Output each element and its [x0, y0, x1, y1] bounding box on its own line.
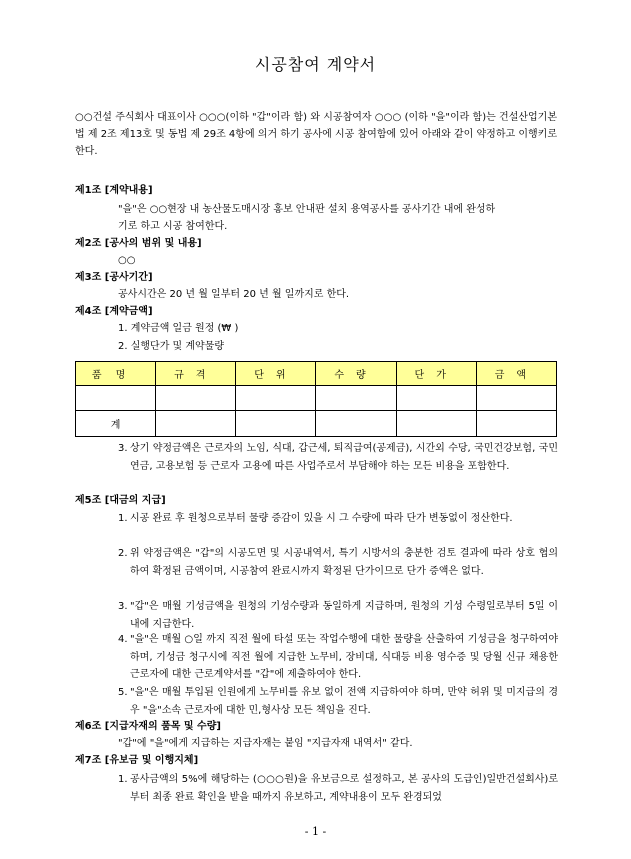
article-7-heading: 제7조 [유보금 및 이행지체] — [75, 755, 199, 766]
article-4-item-2: 2. 실행단가 및 계약물량 — [118, 341, 225, 352]
table-header-row — [76, 362, 557, 386]
item-number: 1. — [118, 774, 128, 785]
table-cell — [76, 386, 156, 411]
article-5-item-5 — [118, 684, 558, 719]
article-6-body: "갑"에 "을"에게 지급하는 지급자재는 붙임 "지급자재 내역서" 같다. — [118, 738, 413, 749]
table-header-spec: 규격 — [156, 362, 236, 386]
article-1-body-line-2: 기로 하고 시공 참여한다. — [118, 221, 228, 232]
table-header-unit: 단위 — [236, 362, 316, 386]
item-text: 공사금액의 5%에 해당하는 (○○○원)을 유보금으로 설정하고, 본 공사의 도급인)일반건설회사)로부터 최종 완료 확인을 받을 때까지 유보하고, 계약내용이 모두 완경되었 — [130, 774, 558, 803]
item-text: "을"은 매월 ○일 까지 직전 월에 타설 또는 작업수행에 대한 물량을 산출하여 기성금을 청구하여야 하며, 기성금 청구시에 직전 월에 지급한 노무비, 장비대, 식대등 비용 영수증 및 당월 신규 채용한 근로자에 대한 근로계약서를 "갑"에 제출하여야 한다. — [130, 634, 558, 680]
article-3-body: 공사시간은 20 년 월 일부터 20 년 월 일까지로 한다. — [118, 289, 350, 300]
article-2-body: ○○ — [118, 255, 136, 266]
table-cell — [476, 386, 556, 411]
table-header-item-name: 품명 — [76, 362, 156, 386]
table-header-amount: 금액 — [476, 362, 556, 386]
table-cell — [396, 386, 476, 411]
table-cell — [316, 386, 396, 411]
table-cell — [476, 411, 556, 437]
article-5-item-3 — [118, 598, 558, 633]
article-4-item-3 — [118, 440, 558, 475]
article-5-item-4 — [118, 631, 558, 684]
table-cell — [316, 411, 396, 437]
item-number: 5. — [118, 687, 128, 698]
table-header-quantity: 수량 — [316, 362, 396, 386]
item-number: 3. — [118, 443, 128, 454]
article-4-heading: 제4조 [계약금액] — [75, 306, 153, 317]
table-cell — [236, 411, 316, 437]
item-text: 위 약정금액은 "갑"의 시공도면 및 시공내역서, 특기 시방서의 충분한 검토 결과에 따라 상호 협의하여 확정된 금액이며, 시공참여 완료시까지 확정된 단가이므로 단가 증액은 없다. — [130, 548, 558, 577]
article-6-heading: 제6조 [지급자재의 품목 및 수량] — [75, 721, 221, 732]
intro-paragraph: ○○건설 주식회사 대표이사 ○○○(이하 "갑"이라 함) 와 시공참여자 ○○○ (이하 "을"이라 함)는 건설산업기본법 제 2조 제13호 및 동법 제 29조 4항에 의거 하기 공사에 시공 참여함에 있어 아래와 같이 약정하고 이행키로 한다. — [75, 112, 557, 157]
table-row — [76, 386, 557, 411]
article-7-item-1 — [118, 771, 558, 806]
table-cell — [156, 386, 236, 411]
article-4-item-1: 1. 계약금액 일금 원정 (₩ ) — [118, 323, 239, 334]
table-total-label: 계 — [76, 411, 156, 437]
article-5-item-2 — [118, 545, 558, 580]
article-5-item-1 — [118, 510, 558, 528]
page-number: - 1 - — [304, 825, 327, 838]
item-text: "을"은 매월 투입된 인원에게 노무비를 유보 없이 전액 지급하여야 하며, 만약 허위 및 미지급의 경우 "을"소속 근로자에 대한 민,형사상 모든 책임을 진다. — [130, 687, 558, 716]
article-2-heading: 제2조 [공사의 범위 및 내용] — [75, 238, 202, 249]
article-5-heading: 제5조 [대금의 지급] — [75, 495, 166, 506]
item-number: 2. — [118, 548, 128, 559]
table-cell — [236, 386, 316, 411]
table-header-unit-price: 단가 — [396, 362, 476, 386]
table-cell — [156, 411, 236, 437]
article-3-heading: 제3조 [공사기간] — [75, 272, 153, 283]
article-1-body-line-1: "을"은 ○○현장 내 농산물도매시장 홍보 안내판 설치 용역공사를 공사기간 내에 완성하 — [118, 204, 496, 215]
document-title: 시공참여 계약서 — [254, 55, 377, 74]
item-number: 3. — [118, 601, 128, 612]
item-text: "갑"은 매월 기성금액을 원청의 기성수량과 동일하게 지급하며, 원청의 기성 수령일로부터 5일 이내에 지급한다. — [130, 601, 558, 630]
item-text: 상기 약정금액은 근로자의 노임, 식대, 갑근세, 퇴직급여(공제금), 시간외 수당, 국민건강보험, 국민연금, 고용보험 등 근로자 고용에 따른 사업주로서 부담해야 하는 모든 비용을 포함한다. — [130, 443, 558, 472]
article-1-heading: 제1조 [계약내용] — [75, 185, 153, 196]
item-number: 4. — [118, 634, 128, 645]
unit-price-table — [75, 361, 557, 437]
table-total-row — [76, 411, 557, 437]
item-text: 시공 완료 후 원청으로부터 물량 증감이 있을 시 그 수량에 따라 단가 변동없이 정산한다. — [130, 513, 513, 524]
table-cell — [396, 411, 476, 437]
item-number: 1. — [118, 513, 128, 524]
